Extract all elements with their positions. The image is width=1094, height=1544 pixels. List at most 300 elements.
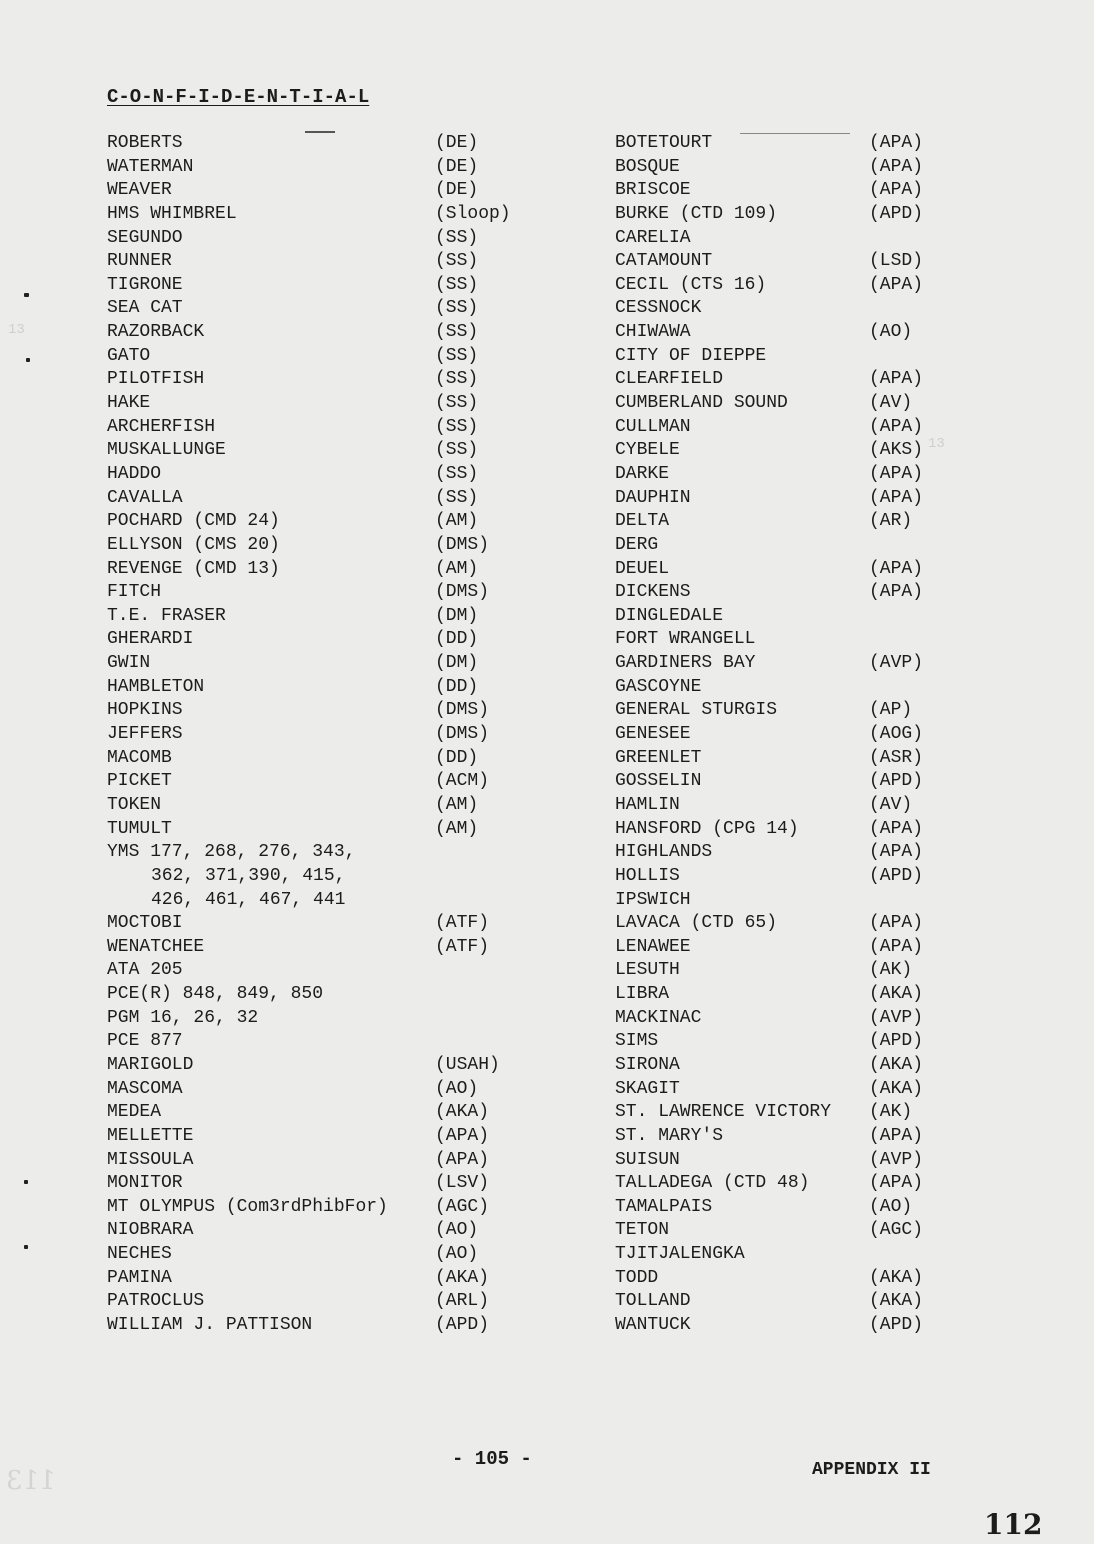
ship-name: PCE 877 (107, 1031, 183, 1052)
list-item (615, 889, 945, 913)
list-item (107, 439, 547, 463)
list-item (107, 297, 547, 321)
list-item (107, 818, 547, 842)
list-item (107, 959, 547, 983)
list-item (107, 1054, 547, 1078)
list-item (107, 1243, 547, 1267)
ship-type: (AVP) (869, 1007, 924, 1028)
ship-name: SEGUNDO (107, 227, 183, 248)
list-item (107, 1219, 547, 1243)
ship-name: DELTA (615, 511, 670, 532)
ship-type: (APA) (869, 133, 924, 153)
list-item (107, 487, 547, 511)
ship-type: (APA) (869, 369, 924, 390)
ship-name: GOSSELIN (615, 771, 702, 792)
ship-type: (AV) (869, 794, 913, 815)
ship-type: (APD) (869, 1031, 924, 1052)
ship-type: (AKA) (869, 1267, 924, 1288)
ship-type: (AV) (869, 393, 913, 414)
ship-name: ELLYSON (CMS 20) (107, 534, 280, 555)
ship-type: (AKA) (869, 1054, 924, 1075)
ship-name: DEUEL (615, 558, 670, 579)
list-item (615, 818, 945, 842)
ship-name: SKAGIT (615, 1078, 680, 1099)
ship-type: (SS) (435, 393, 479, 414)
list-item (615, 581, 945, 605)
list-item (615, 676, 945, 700)
list-item (615, 747, 945, 771)
ship-name: LAVACA (CTD 65) (615, 913, 778, 934)
list-item (107, 770, 547, 794)
ship-type: (AGC) (435, 1196, 490, 1217)
list-item (615, 912, 945, 936)
list-item (615, 368, 945, 392)
ship-type: (APD) (869, 865, 924, 886)
ship-list-right (615, 132, 945, 1338)
ship-name: HADDO (107, 463, 162, 484)
list-item (615, 723, 945, 747)
ship-name: CECIL (CTS 16) (615, 274, 767, 295)
list-item (107, 392, 547, 416)
ship-name: MACKINAC (615, 1007, 702, 1028)
list-item (107, 227, 547, 251)
ship-name: MASCOMA (107, 1078, 183, 1099)
list-item (615, 1054, 945, 1078)
list-item (615, 1172, 945, 1196)
ship-name: HOLLIS (615, 865, 680, 886)
page-number: - 105 - (452, 1448, 532, 1470)
ship-name: TOKEN (107, 794, 162, 815)
ship-type: (LSD) (869, 251, 924, 272)
ship-name: PAMINA (107, 1267, 172, 1288)
ship-name: TETON (615, 1220, 670, 1241)
list-item (615, 439, 945, 463)
ship-name: GATO (107, 345, 151, 366)
ship-name: HOPKINS (107, 700, 183, 721)
ship-type: (DMS) (435, 534, 490, 555)
ship-type: (APA) (869, 558, 924, 579)
list-item (615, 345, 945, 369)
list-item (615, 250, 945, 274)
list-item (615, 865, 945, 889)
ship-name: MACOMB (107, 747, 172, 768)
ship-name: PILOTFISH (107, 369, 205, 390)
ship-name: ROBERTS (107, 133, 183, 153)
ship-name: DAUPHIN (615, 487, 691, 508)
margin-mark: 13 (928, 436, 945, 452)
ship-name: GWIN (107, 653, 151, 674)
ship-name: MONITOR (107, 1173, 183, 1194)
ship-name: HAMLIN (615, 794, 680, 815)
margin-mark: 13 (8, 322, 25, 338)
ship-name: MUSKALLUNGE (107, 440, 226, 461)
list-item (615, 1314, 945, 1338)
ship-type: (AO) (435, 1078, 479, 1099)
margin-dot (24, 1180, 28, 1184)
ship-type: (DE) (435, 156, 479, 177)
ship-name: TODD (615, 1267, 659, 1288)
list-item (615, 1243, 945, 1267)
ship-type: (AM) (435, 558, 479, 579)
ship-name: RAZORBACK (107, 322, 205, 343)
list-item (107, 203, 547, 227)
ship-name: MOCTOBI (107, 913, 183, 934)
margin-dot (24, 1245, 28, 1249)
ship-type: (AM) (435, 511, 479, 532)
ship-name: TJITJALENGKA (615, 1244, 745, 1265)
ship-type: (ATF) (435, 936, 490, 957)
ship-type: (SS) (435, 322, 479, 343)
list-item (107, 1030, 547, 1054)
ship-name: DARKE (615, 463, 670, 484)
list-item (615, 1078, 945, 1102)
ship-name: CAVALLA (107, 487, 183, 508)
ship-name: BRISCOE (615, 180, 691, 201)
ship-name: PICKET (107, 771, 172, 792)
ship-name: WANTUCK (615, 1315, 691, 1336)
ship-type: (SS) (435, 227, 479, 248)
ship-type: (APA) (869, 416, 924, 437)
ship-type: (USAH) (435, 1054, 500, 1075)
ship-type: (SS) (435, 369, 479, 390)
list-item (107, 1007, 547, 1031)
ship-name: TOLLAND (615, 1291, 691, 1312)
ship-type: (AVP) (869, 1149, 924, 1170)
ship-type: (AP) (869, 700, 913, 721)
ship-name: MEDEA (107, 1102, 162, 1123)
ship-name: CULLMAN (615, 416, 691, 437)
list-item (107, 581, 547, 605)
list-item (107, 179, 547, 203)
ship-name: LESUTH (615, 960, 680, 981)
list-item (615, 652, 945, 676)
ship-name: DINGLEDALE (615, 605, 724, 626)
ship-name: SEA CAT (107, 298, 183, 319)
list-item (615, 156, 945, 180)
ship-name: GHERARDI (107, 629, 194, 650)
list-item (615, 558, 945, 582)
ship-type: (AKA) (869, 1078, 924, 1099)
ship-name: REVENGE (CMD 13) (107, 558, 280, 579)
ship-type: (ACM) (435, 771, 490, 792)
ship-name: HAKE (107, 393, 151, 414)
ship-type: (ARL) (435, 1291, 490, 1312)
list-item (107, 841, 547, 865)
ship-name: PGM 16, 26, 32 (107, 1007, 259, 1028)
list-item (107, 723, 547, 747)
margin-dot (24, 293, 29, 297)
ship-name: HIGHLANDS (615, 842, 713, 863)
ship-name: FORT WRANGELL (615, 629, 756, 650)
ship-type: (AO) (869, 1196, 913, 1217)
ship-name: CARELIA (615, 227, 691, 248)
list-item (615, 959, 945, 983)
list-item (107, 156, 547, 180)
ship-type: (APA) (869, 463, 924, 484)
list-item (615, 770, 945, 794)
list-item (107, 936, 547, 960)
ship-name: 426, 461, 467, 441 (151, 889, 346, 910)
list-item (615, 983, 945, 1007)
ship-type: (AOG) (869, 724, 924, 745)
list-item (615, 274, 945, 298)
ship-name: WEAVER (107, 180, 172, 201)
ship-type: (ASR) (869, 747, 924, 768)
list-item (615, 416, 945, 440)
list-item (615, 794, 945, 818)
ship-name: SIRONA (615, 1054, 680, 1075)
list-item (615, 487, 945, 511)
ship-name: MARIGOLD (107, 1054, 194, 1075)
ship-type: (AVP) (869, 653, 924, 674)
list-item (615, 534, 945, 558)
ship-list-left (107, 132, 547, 1338)
ship-type: (APA) (435, 1125, 490, 1146)
ship-type: (AO) (435, 1220, 479, 1241)
list-item (107, 368, 547, 392)
ship-name: BOTETOURT (615, 133, 713, 153)
ship-name: HANSFORD (CPG 14) (615, 818, 799, 839)
list-item (107, 1290, 547, 1314)
ship-type: (APA) (869, 818, 924, 839)
ship-type: (AKS) (869, 440, 924, 461)
ship-type: (DD) (435, 676, 479, 697)
ship-type: (APD) (869, 1315, 924, 1336)
list-item (615, 1149, 945, 1173)
ship-type: (DE) (435, 133, 479, 153)
ship-type: (SS) (435, 416, 479, 437)
ship-type: (DM) (435, 653, 479, 674)
ship-type: (APA) (869, 1125, 924, 1146)
list-item (615, 1219, 945, 1243)
ship-name: POCHARD (CMD 24) (107, 511, 280, 532)
ship-type: (APA) (869, 842, 924, 863)
list-item (615, 841, 945, 865)
ship-name: CYBELE (615, 440, 680, 461)
list-item (107, 983, 547, 1007)
list-item (107, 1314, 547, 1338)
ship-name: FITCH (107, 582, 162, 603)
ship-name: CLEARFIELD (615, 369, 724, 390)
list-item (107, 1101, 547, 1125)
ship-type: (APA) (869, 274, 924, 295)
ship-type: (APA) (869, 582, 924, 603)
ship-type: (DD) (435, 629, 479, 650)
list-item (615, 1290, 945, 1314)
ship-name: LIBRA (615, 984, 670, 1005)
ship-type: (SS) (435, 274, 479, 295)
classification-header: C-O-N-F-I-D-E-N-T-I-A-L (107, 86, 370, 108)
ship-type: (AKA) (435, 1267, 490, 1288)
ship-name: NIOBRARA (107, 1220, 194, 1241)
list-item (107, 321, 547, 345)
ship-type: (SS) (435, 251, 479, 272)
list-item (615, 1196, 945, 1220)
appendix-label: APPENDIX II (812, 1460, 931, 1480)
ship-name: GENERAL STURGIS (615, 700, 778, 721)
sheet-number: 112 (984, 1508, 1043, 1541)
list-item (107, 558, 547, 582)
list-item (107, 794, 547, 818)
list-item (107, 912, 547, 936)
list-item (615, 179, 945, 203)
ship-type: (DMS) (435, 582, 490, 603)
list-item (107, 1078, 547, 1102)
ship-type: (AKA) (869, 984, 924, 1005)
ship-name: BOSQUE (615, 156, 680, 177)
ship-name: BURKE (CTD 109) (615, 203, 778, 224)
ship-name: NECHES (107, 1244, 172, 1265)
list-item (107, 628, 547, 652)
ship-name: TIGRONE (107, 274, 183, 295)
list-item (107, 699, 547, 723)
ship-type: (DMS) (435, 700, 490, 721)
ship-name: MELLETTE (107, 1125, 194, 1146)
ship-type: (AKA) (435, 1102, 490, 1123)
list-item (107, 889, 547, 913)
list-item (107, 250, 547, 274)
ship-name: DERG (615, 534, 659, 555)
ship-type: (APA) (869, 487, 924, 508)
list-item (615, 1101, 945, 1125)
ship-name: MT OLYMPUS (Com3rdPhibFor) (107, 1196, 388, 1217)
ship-type: (DMS) (435, 724, 490, 745)
bleed-through-number: 113 (6, 1466, 56, 1496)
list-item (107, 345, 547, 369)
ship-type: (Sloop) (435, 203, 511, 224)
ship-type: (APD) (869, 771, 924, 792)
ship-name: CESSNOCK (615, 298, 702, 319)
ship-name: TALLADEGA (CTD 48) (615, 1173, 810, 1194)
ship-name: 362, 371,390, 415, (151, 865, 346, 886)
ship-type: (SS) (435, 463, 479, 484)
list-item (107, 1172, 547, 1196)
ship-type: (APA) (869, 180, 924, 201)
ship-name: SUISUN (615, 1149, 680, 1170)
ship-name: RUNNER (107, 251, 172, 272)
ship-name: MISSOULA (107, 1149, 194, 1170)
list-item (107, 747, 547, 771)
list-item (107, 132, 547, 156)
ship-type: (AGC) (869, 1220, 924, 1241)
ship-type: (LSV) (435, 1173, 490, 1194)
list-item (615, 1030, 945, 1054)
margin-dot (26, 358, 30, 362)
list-item (615, 203, 945, 227)
ship-type: (APA) (869, 1173, 924, 1194)
ship-name: SIMS (615, 1031, 659, 1052)
ship-type: (DD) (435, 747, 479, 768)
ship-name: GARDINERS BAY (615, 653, 756, 674)
list-item (615, 463, 945, 487)
ship-type: (SS) (435, 298, 479, 319)
ship-type: (DE) (435, 180, 479, 201)
list-item (107, 534, 547, 558)
ship-type: (APA) (869, 156, 924, 177)
ship-type: (AR) (869, 511, 913, 532)
ship-name: TAMALPAIS (615, 1196, 713, 1217)
list-item (615, 628, 945, 652)
ship-name: CHIWAWA (615, 322, 691, 343)
ship-name: CITY OF DIEPPE (615, 345, 767, 366)
list-item (615, 510, 945, 534)
ship-name: LENAWEE (615, 936, 691, 957)
ship-type: (APD) (869, 203, 924, 224)
ship-type: (AO) (435, 1244, 479, 1265)
list-item (107, 463, 547, 487)
list-item (615, 1007, 945, 1031)
ship-type: (APA) (869, 936, 924, 957)
ship-type: (SS) (435, 345, 479, 366)
ship-name: HMS WHIMBREL (107, 203, 237, 224)
ship-name: WATERMAN (107, 156, 194, 177)
list-item (615, 699, 945, 723)
ship-name: CUMBERLAND SOUND (615, 393, 788, 414)
list-item (107, 510, 547, 534)
ship-name: ST. MARY'S (615, 1125, 724, 1146)
list-item (615, 605, 945, 629)
ship-type: (SS) (435, 440, 479, 461)
list-item (107, 274, 547, 298)
list-item (615, 936, 945, 960)
ship-type: (AKA) (869, 1291, 924, 1312)
list-item (107, 1149, 547, 1173)
ship-name: YMS 177, 268, 276, 343, (107, 842, 356, 863)
list-item (615, 1125, 945, 1149)
ship-name: PCE(R) 848, 849, 850 (107, 984, 324, 1005)
ship-type: (APA) (869, 913, 924, 934)
list-item (107, 1125, 547, 1149)
list-item (107, 676, 547, 700)
ship-type: (AK) (869, 1102, 913, 1123)
ship-type: (SS) (435, 487, 479, 508)
list-item (107, 416, 547, 440)
ship-type: (ATF) (435, 913, 490, 934)
list-item (107, 652, 547, 676)
ship-name: PATROCLUS (107, 1291, 205, 1312)
ship-name: GENESEE (615, 724, 691, 745)
ship-name: DICKENS (615, 582, 691, 603)
ship-name: GREENLET (615, 747, 702, 768)
ship-type: (APA) (435, 1149, 490, 1170)
list-item (615, 227, 945, 251)
list-item (615, 321, 945, 345)
ship-name: WILLIAM J. PATTISON (107, 1315, 313, 1336)
ship-name: CATAMOUNT (615, 251, 713, 272)
list-item (615, 297, 945, 321)
ship-type: (DM) (435, 605, 479, 626)
ship-type: (AK) (869, 960, 913, 981)
ship-name: T.E. FRASER (107, 605, 226, 626)
list-item (107, 605, 547, 629)
list-item (615, 132, 945, 156)
ship-name: TUMULT (107, 818, 172, 839)
ship-name: IPSWICH (615, 889, 691, 910)
ship-type: (AM) (435, 818, 479, 839)
ship-name: ATA 205 (107, 960, 183, 981)
list-item (615, 392, 945, 416)
list-item (107, 1267, 547, 1291)
ship-name: ARCHERFISH (107, 416, 216, 437)
ship-name: ST. LAWRENCE VICTORY (615, 1102, 832, 1123)
ship-type: (AO) (869, 322, 913, 343)
ship-name: WENATCHEE (107, 936, 205, 957)
list-item (107, 1196, 547, 1220)
ship-type: (AM) (435, 794, 479, 815)
ship-name: HAMBLETON (107, 676, 205, 697)
list-item (615, 1267, 945, 1291)
list-item (107, 865, 547, 889)
